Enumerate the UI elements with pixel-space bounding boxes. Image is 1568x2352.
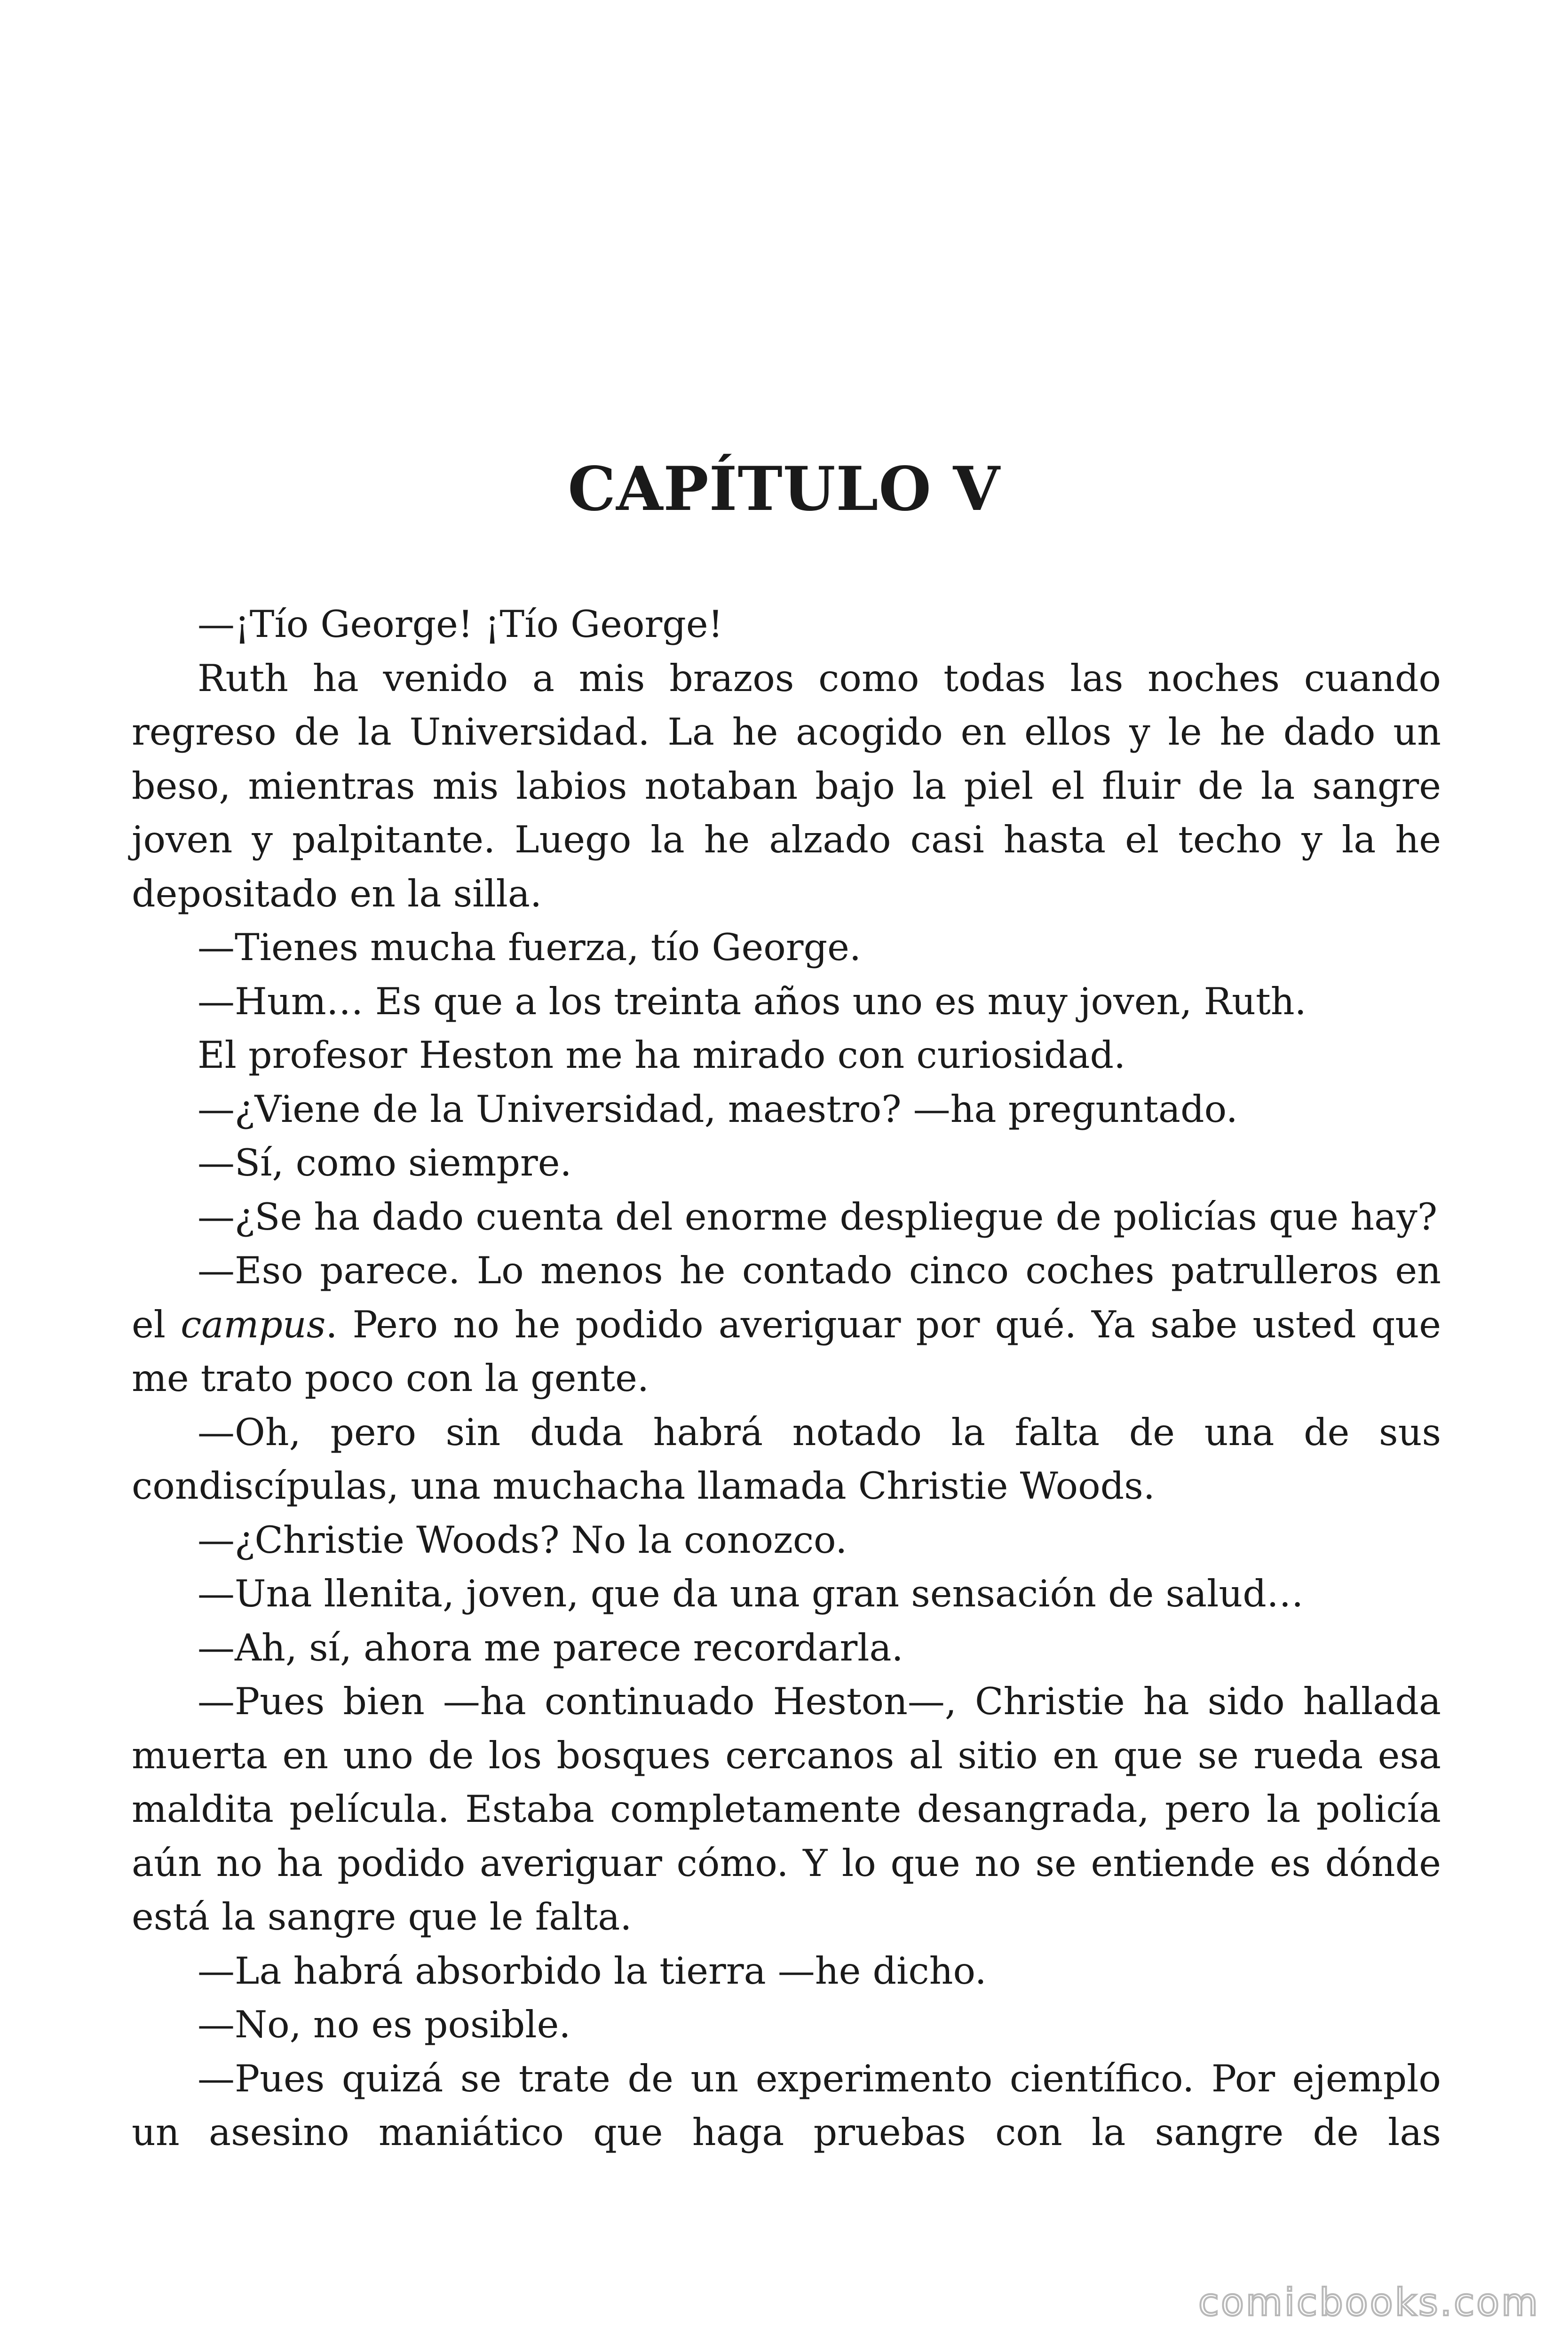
paragraph: —Tienes mucha fuerza, tío George. [198, 926, 862, 969]
paragraph: —Pues quizá se trate de un experimento científico. Por ejemplo un asesino maniático que haga pruebas con la sangre de las [132, 2057, 1441, 2154]
chapter-title: CAPÍTULO V [568, 454, 1000, 524]
italic-word: campus [181, 1303, 326, 1346]
paragraph: —La habrá absorbido la tierra —he dicho. [198, 1949, 987, 1993]
paragraph: —Hum… Es que a los treinta años uno es muy joven, Ruth. [198, 979, 1307, 1023]
body-text [132, 597, 1441, 2160]
paragraph [132, 1244, 1441, 1406]
paragraph: —Pues bien —ha continuado Heston—, Christie ha sido hallada muerta en uno de los bosques cercanos al sitio en que se rueda esa maldita película. Estaba completamente desangrada, pero la policía aún no ha podido averiguar cómo. Y lo que no se entiende es dónde está la sangre que le falta. [132, 1680, 1441, 1939]
paragraph-text: . Pero no he podido averiguar por qué. Ya sabe usted que me trato poco con la gente. [132, 1303, 1441, 1400]
paragraph: —¿Christie Woods? No la conozco. [198, 1518, 847, 1562]
paragraph: —Ah, sí, ahora me parece recordarla. [198, 1626, 903, 1669]
paragraph: —¿Viene de la Universidad, maestro? —ha preguntado. [198, 1087, 1238, 1131]
paragraph-text: —Eso parece. Lo menos he contado cinco coches patrulleros en el [132, 1249, 1441, 1346]
paragraph: Ruth ha venido a mis brazos como todas las noches cuando regreso de la Universidad. La he acogido en ellos y le he dado un beso, mientras mis labios notaban bajo la piel el fluir de la sangre joven y palpitante. Luego la he alzado casi hasta el techo y la he depositado en la silla. [132, 656, 1441, 915]
paragraph: —Sí, como siempre. [198, 1141, 572, 1184]
paragraph: —¿Se ha dado cuenta del enorme despliegue de policías que hay? [198, 1195, 1438, 1239]
paragraph: —¡Tío George! ¡Tío George! [198, 603, 723, 646]
paragraph: —No, no es posible. [198, 2003, 571, 2046]
paragraph: El profesor Heston me ha mirado con curiosidad. [198, 1033, 1126, 1077]
watermark: comicbooks.com [1198, 2280, 1540, 2324]
paragraph: —Oh, pero sin duda habrá notado la falta de una de sus condiscípulas, una muchacha llamada Christie Woods. [132, 1410, 1441, 1508]
paragraph: —Una llenita, joven, que da una gran sensación de salud… [198, 1572, 1304, 1615]
